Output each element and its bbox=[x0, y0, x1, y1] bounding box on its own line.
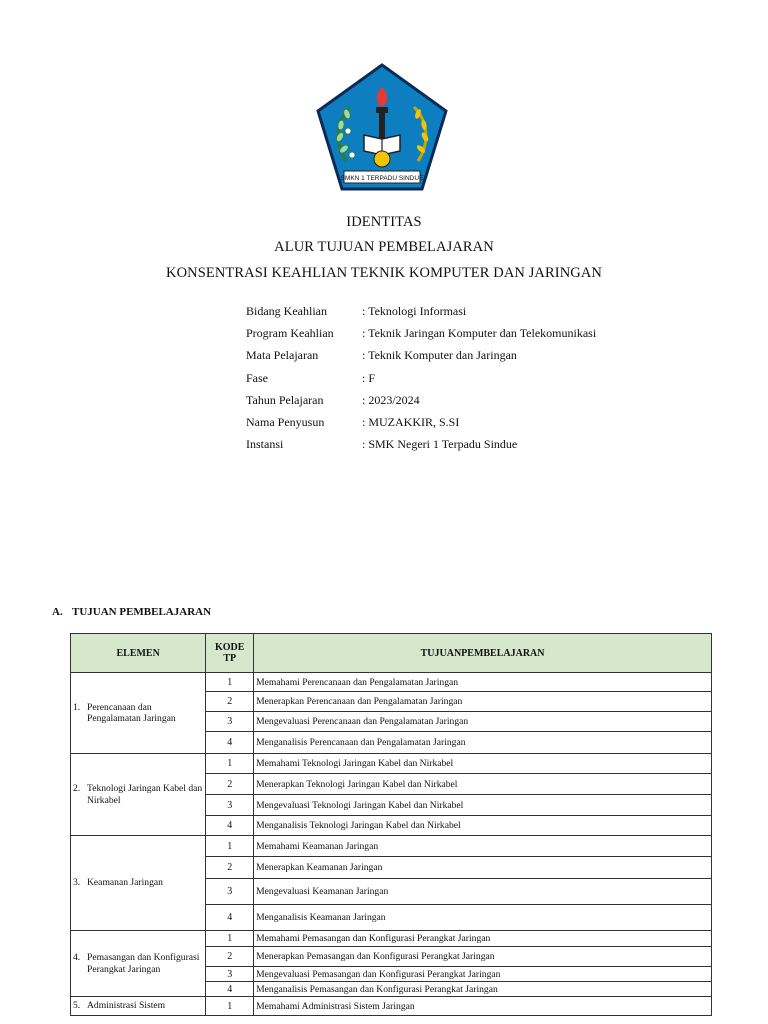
tujuan-cell: Memahami Administrasi Sistem Jaringan bbox=[254, 997, 712, 1016]
header-tujuan: TUJUANPEMBELAJARAN bbox=[254, 634, 712, 673]
tujuan-cell: Menganalisis Teknologi Jaringan Kabel dan Nirkabel bbox=[254, 816, 712, 836]
kode-tp-cell: 2 bbox=[206, 857, 254, 879]
tujuan-cell: Mengevaluasi Pemasangan dan Konfigurasi Perangkat Jaringan bbox=[254, 967, 712, 982]
table-row bbox=[71, 836, 712, 857]
identity-row bbox=[246, 393, 596, 415]
elemen-cell bbox=[71, 836, 206, 931]
identity-block bbox=[246, 304, 596, 459]
document-subtitle: ALUR TUJUAN PEMBELAJARAN bbox=[274, 239, 494, 255]
elemen-label: Keamanan Jaringan bbox=[87, 877, 163, 889]
identity-value: : SMK Negeri 1 Terpadu Sindue bbox=[362, 437, 518, 452]
identity-value: : Teknologi Informasi bbox=[362, 304, 467, 318]
elemen-cell bbox=[71, 931, 206, 997]
kode-tp-cell: 3 bbox=[206, 967, 254, 982]
identity-label: Instansi bbox=[246, 437, 284, 452]
identity-label: Bidang Keahlian bbox=[246, 304, 327, 318]
elemen-cell bbox=[71, 997, 206, 1016]
elemen-label: Administrasi Sistem bbox=[87, 1000, 166, 1012]
table-row bbox=[71, 754, 712, 774]
elemen-cell bbox=[71, 754, 206, 836]
table-row bbox=[71, 931, 712, 947]
kode-tp-cell: 1 bbox=[206, 997, 254, 1016]
kode-tp-cell: 2 bbox=[206, 692, 254, 712]
tujuan-cell: Memahami Pemasangan dan Konfigurasi Perangkat Jaringan bbox=[254, 931, 712, 947]
kode-tp-cell: 3 bbox=[206, 879, 254, 905]
tujuan-cell: Menerapkan Keamanan Jaringan bbox=[254, 857, 712, 879]
header-kode: KODE TP bbox=[206, 634, 254, 673]
tujuan-cell: Mengevaluasi Perencanaan dan Pengalamatan Jaringan bbox=[254, 712, 712, 732]
identity-row bbox=[246, 415, 596, 437]
identity-label: Fase bbox=[246, 370, 268, 385]
section-heading bbox=[52, 606, 211, 618]
elemen-label: Pemasangan dan Konfigurasi Perangkat Jaringan bbox=[87, 952, 200, 975]
tujuan-cell: Menganalisis Keamanan Jaringan bbox=[254, 905, 712, 931]
kode-tp-cell: 4 bbox=[206, 732, 254, 754]
kode-tp-cell: 1 bbox=[206, 754, 254, 774]
kode-tp-cell: 2 bbox=[206, 947, 254, 967]
identity-row bbox=[246, 437, 596, 459]
identity-label: Nama Penyusun bbox=[246, 414, 325, 429]
identity-row bbox=[246, 304, 596, 326]
elemen-label: Perencanaan dan Pengalamatan Jaringan bbox=[87, 701, 176, 724]
tujuan-cell: Menerapkan Perencanaan dan Pengalamatan Jaringan bbox=[254, 692, 712, 712]
identity-row bbox=[246, 371, 596, 393]
kode-tp-cell: 4 bbox=[206, 905, 254, 931]
identity-row bbox=[246, 326, 596, 348]
identity-label: Mata Pelajaran bbox=[246, 348, 319, 363]
document-title: IDENTITAS bbox=[346, 214, 422, 230]
identity-value: : Teknik Jaringan Komputer dan Telekomunikasi bbox=[362, 326, 597, 341]
elemen-number: 1. bbox=[73, 701, 81, 713]
tujuan-cell: Menerapkan Teknologi Jaringan Kabel dan Nirkabel bbox=[254, 774, 712, 795]
table-row bbox=[71, 997, 712, 1016]
header-elemen: ELEMEN bbox=[71, 634, 206, 673]
tujuan-cell: Menganalisis Perencanaan dan Pengalamatan Jaringan bbox=[254, 732, 712, 754]
identity-value: : Teknik Komputer dan Jaringan bbox=[362, 348, 517, 363]
kode-tp-cell: 2 bbox=[206, 774, 254, 795]
kode-tp-cell: 4 bbox=[206, 816, 254, 836]
table-row bbox=[71, 673, 712, 692]
tujuan-cell: Memahami Keamanan Jaringan bbox=[254, 836, 712, 857]
identity-value: : F bbox=[362, 370, 376, 385]
identity-value: : 2023/2024 bbox=[362, 392, 420, 407]
learning-objectives-table bbox=[70, 633, 712, 1016]
table-header-row bbox=[71, 634, 712, 673]
kode-tp-cell: 1 bbox=[206, 836, 254, 857]
elemen-number: 3. bbox=[73, 877, 81, 889]
elemen-cell bbox=[71, 673, 206, 754]
elemen-number: 5. bbox=[73, 1000, 81, 1012]
identity-value: : MUZAKKIR, S.SI bbox=[362, 414, 460, 429]
tujuan-cell: Mengevaluasi Keamanan Jaringan bbox=[254, 879, 712, 905]
identity-label: Tahun Pelajaran bbox=[246, 392, 324, 407]
logo-banner-text: SMKN 1 TERPADU SINDUE bbox=[340, 175, 424, 182]
kode-tp-cell: 1 bbox=[206, 673, 254, 692]
elemen-number: 4. bbox=[73, 952, 81, 963]
tujuan-cell: Menerapkan Pemasangan dan Konfigurasi Perangkat Jaringan bbox=[254, 947, 712, 967]
tujuan-cell: Mengevaluasi Teknologi Jaringan Kabel dan Nirkabel bbox=[254, 795, 712, 816]
kode-tp-cell: 3 bbox=[206, 712, 254, 732]
elemen-label: Teknologi Jaringan Kabel dan Nirkabel bbox=[87, 783, 203, 806]
document-concentration: KONSENTRASI KEAHLIAN TEKNIK KOMPUTER DAN JARINGAN bbox=[166, 265, 602, 281]
tujuan-cell: Menganalisis Pemasangan dan Konfigurasi Perangkat Jaringan bbox=[254, 982, 712, 997]
identity-row bbox=[246, 348, 596, 370]
kode-tp-cell: 1 bbox=[206, 931, 254, 947]
school-shield-logo-icon bbox=[316, 63, 448, 191]
kode-tp-cell: 4 bbox=[206, 982, 254, 997]
tujuan-cell: Memahami Perencanaan dan Pengalamatan Jaringan bbox=[254, 673, 712, 692]
kode-tp-cell: 3 bbox=[206, 795, 254, 816]
identity-label: Program Keahlian bbox=[246, 326, 334, 341]
section-title: TUJUAN PEMBELAJARAN bbox=[72, 606, 212, 618]
section-number: A. bbox=[52, 606, 63, 618]
elemen-number: 2. bbox=[73, 783, 81, 794]
tujuan-cell: Memahami Teknologi Jaringan Kabel dan Nirkabel bbox=[254, 754, 712, 774]
